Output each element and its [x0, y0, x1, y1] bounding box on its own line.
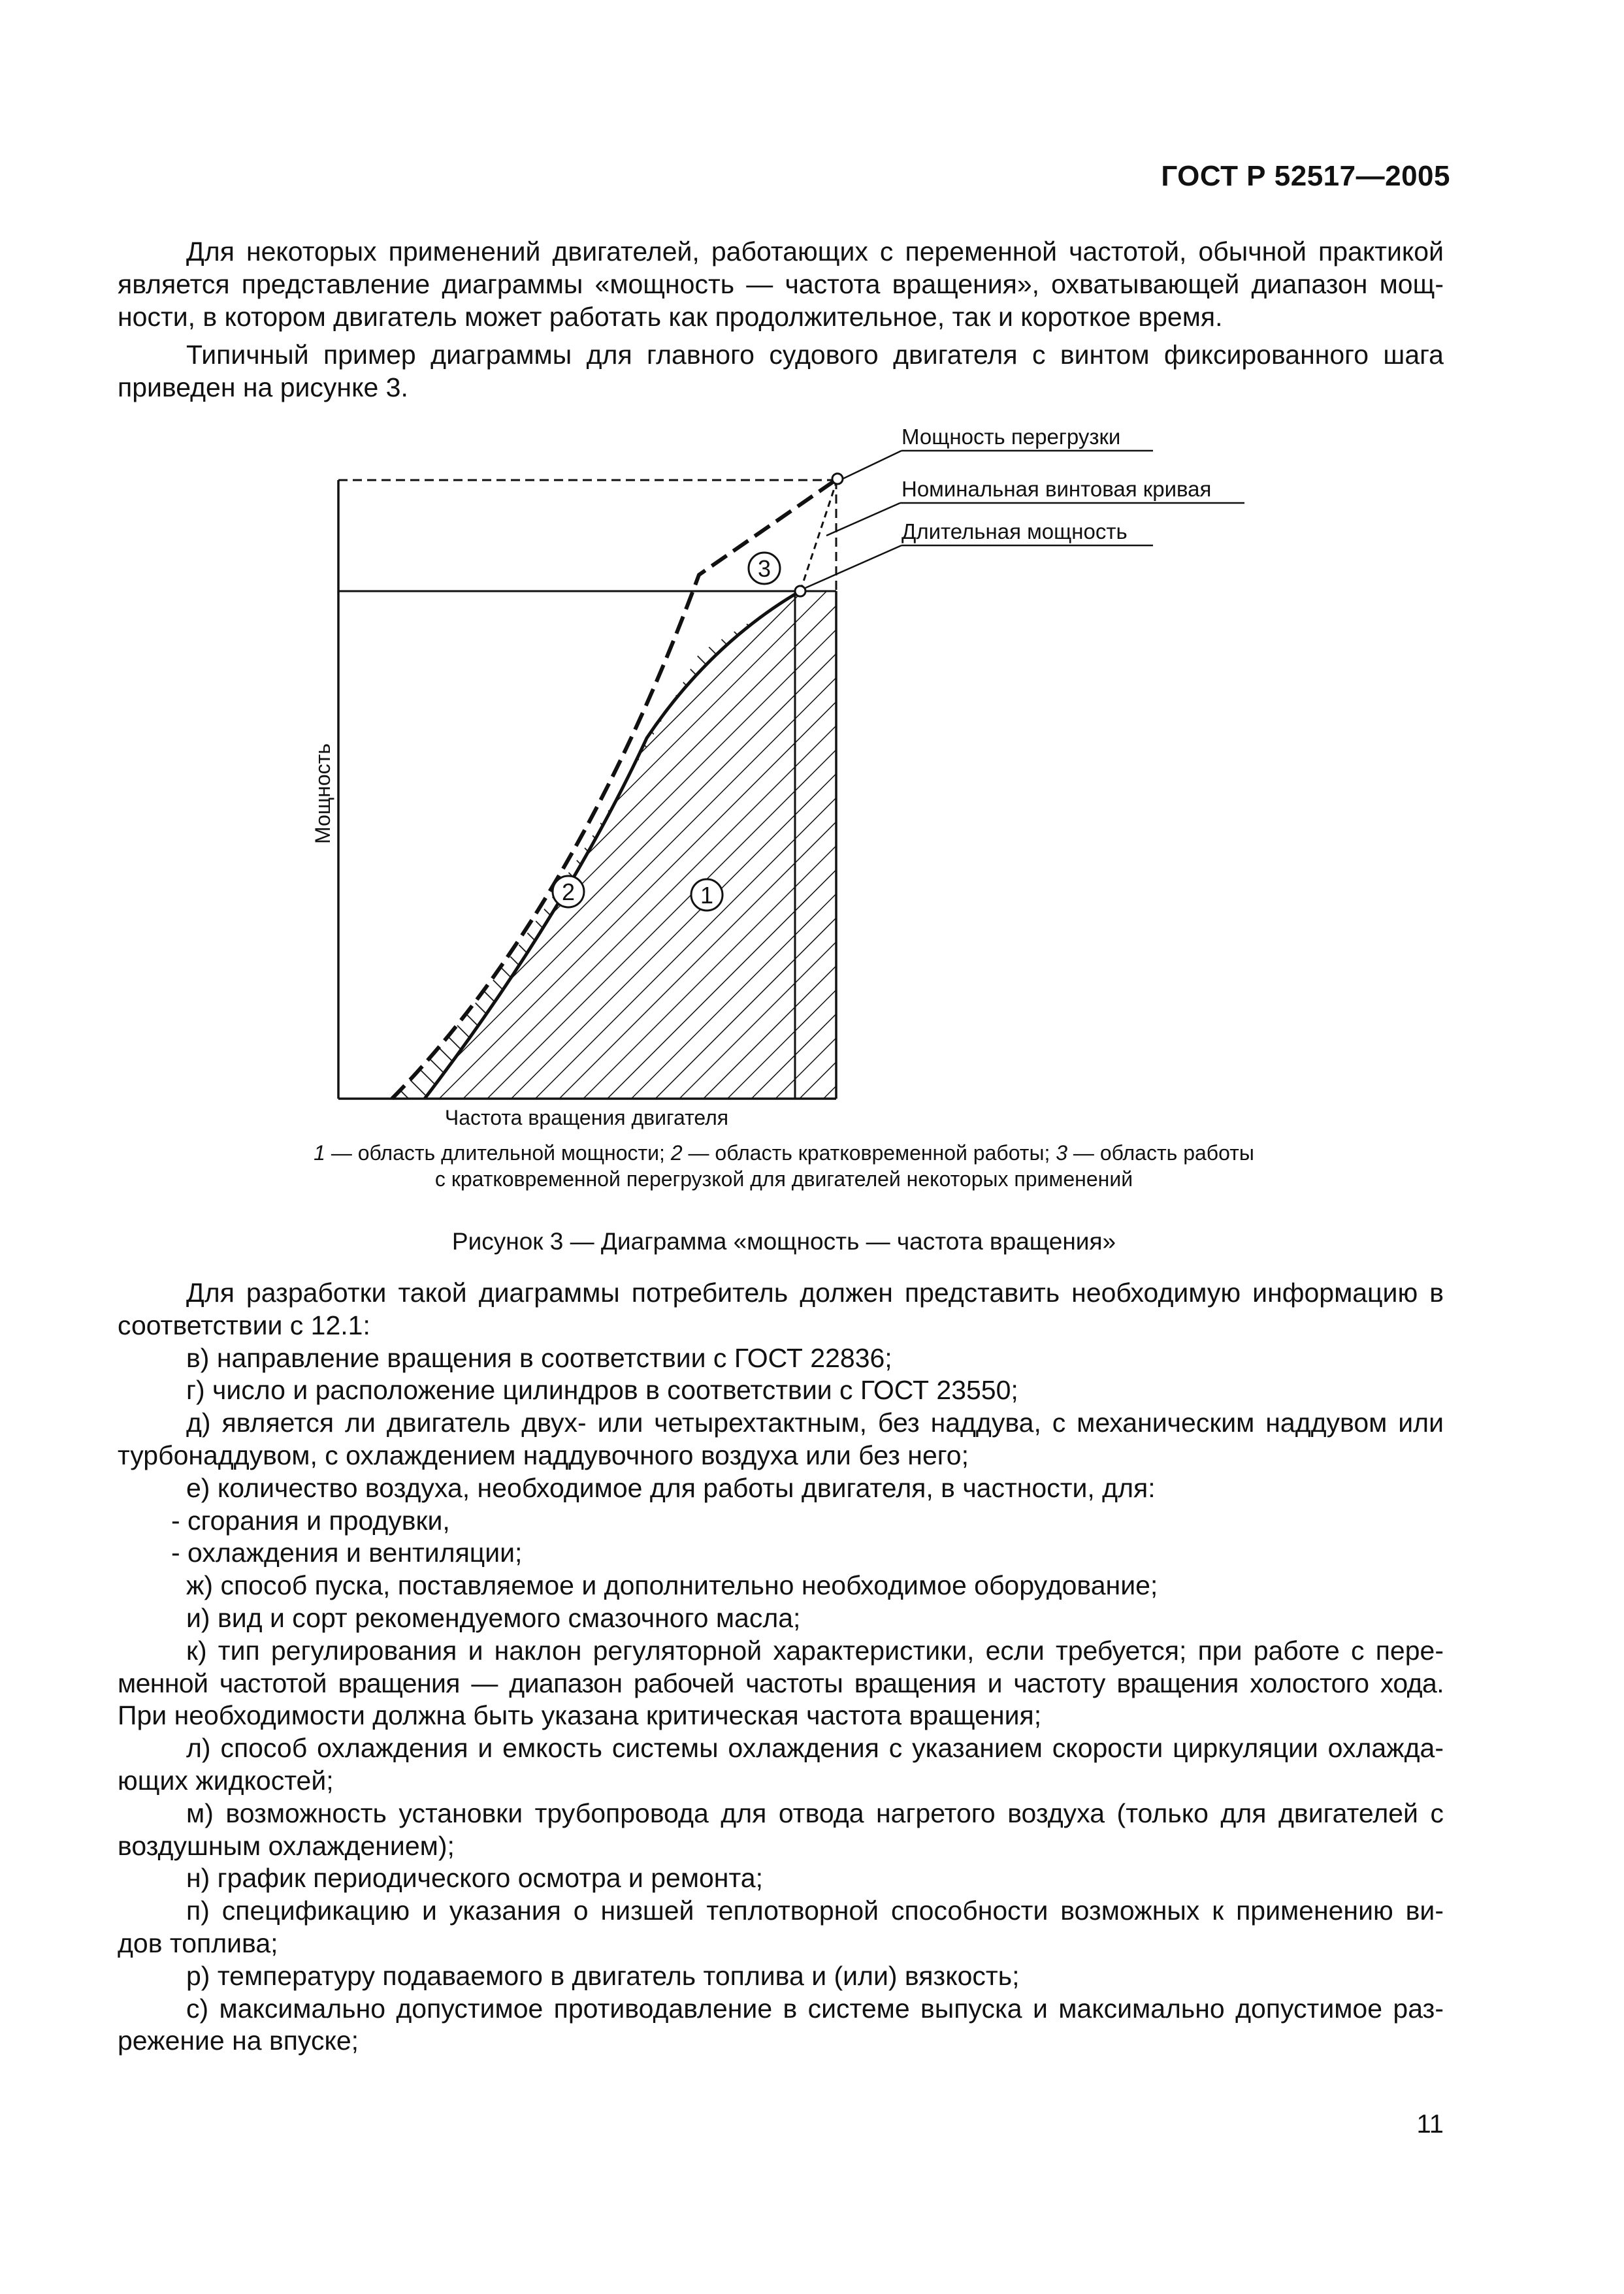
y-axis-label: Мощность — [311, 743, 334, 844]
text-line — [118, 338, 1444, 371]
list-item-i: и) вид и сорт рекомендуемого смазочного масла; — [186, 1602, 801, 1633]
legend-text-1: — область длительной мощности; — [325, 1141, 671, 1165]
legend-line-2: с кратковременной перегрузкой для двигателей некоторых применений — [434, 1167, 1133, 1191]
figure-title: Рисунок 3 — Диаграмма «мощность — частота вращения» — [451, 1228, 1116, 1255]
leader-propeller — [826, 503, 900, 536]
region-1-label: 1 — [700, 882, 714, 909]
power-speed-diagram — [287, 418, 1293, 1143]
page-number: 11 — [1416, 2110, 1444, 2139]
document-header: ГОСТ Р 52517—2005 — [1161, 160, 1450, 192]
x-axis-label: Частота вращения двигателя — [444, 1106, 729, 1129]
legend-num-3: 3 — [1056, 1141, 1068, 1165]
legend-text-3: — область работы — [1067, 1141, 1254, 1165]
list-item-k-cont: менной частотой вращения — диапазон рабочей частоты вращения и частоту вращения холостого хода. — [118, 1668, 1444, 1698]
label-overload-power: Мощность перегрузки — [901, 425, 1121, 449]
list-subitem: - сгорания и продувки, — [171, 1505, 450, 1536]
legend-num-1: 1 — [314, 1141, 325, 1165]
list-item-d: д) является ли двигатель двух- или четырехтактным, без наддува, с механическим наддувом или — [186, 1408, 1444, 1438]
list-item-p-cont: дов топлива; — [118, 1928, 278, 1958]
list-item-m-cont: воздушным охлаждением); — [118, 1830, 455, 1861]
text-line: ности, в котором двигатель может работать как продолжительное, так и короткое время. — [118, 302, 1223, 332]
text-line — [118, 235, 1444, 268]
list-item-n: н) график периодического осмотра и ремонта; — [186, 1863, 763, 1894]
leader-overload — [843, 451, 901, 479]
label-nominal-propeller-curve: Номинальная винтовая кривая — [901, 477, 1212, 501]
region-3-label: 3 — [757, 555, 771, 582]
text-line-content: Типичный пример диаграммы для главного судового двигателя с винтом фиксированного шага — [186, 340, 1444, 370]
list-item-e: е) количество воздуха, необходимое для работы двигателя, в частности, для: — [186, 1472, 1156, 1503]
legend-text-2: — область кратковременной работы; — [682, 1141, 1056, 1165]
list-item-r: р) температуру подаваемого в двигатель топлива и (или) вязкость; — [186, 1960, 1020, 1991]
list-item-p: п) спецификацию и указания о низшей теплотворной способности возможных к применению ви- — [186, 1896, 1444, 1926]
list-item-l-cont: ющих жидкостей; — [118, 1765, 334, 1796]
list-item-s-cont: режение на впуске; — [118, 2026, 359, 2056]
list-item-v: в) направление вращения в соответствии с ГОСТ 22836; — [186, 1342, 892, 1373]
legend-line-1 — [248, 1140, 1320, 1166]
requirements-intro-cont: соответствии с 12.1: — [118, 1310, 370, 1340]
intro-paragraph-2 — [118, 338, 1444, 404]
list-item-g: г) число и расположение цилиндров в соответствии с ГОСТ 23550; — [186, 1375, 1018, 1406]
figure-legend — [248, 1140, 1320, 1192]
requirements-list — [118, 1277, 1444, 2058]
list-item-m: м) возможность установки трубопровода для отвода нагретого воздуха (только для двигателей с — [186, 1798, 1444, 1828]
region-1-continuous-area — [425, 591, 836, 1099]
list-item-d-cont: турбонаддувом, с охлаждением наддувочного воздуха или без него; — [118, 1440, 969, 1470]
text-line: приведен на рисунке 3. — [118, 372, 408, 402]
list-item-s: с) максимально допустимое противодавление в системе выпуска и максимально допустимое раз- — [186, 1993, 1444, 2024]
list-item-k: к) тип регулирования и наклон регуляторной характеристики, если требуется; при работе с пере- — [186, 1635, 1444, 1666]
label-continuous-power: Длительная мощность — [901, 519, 1128, 543]
continuous-point-marker — [795, 586, 805, 596]
text-line-content: Для некоторых применений двигателей, работающих с переменной частотой, обычной практикой — [186, 236, 1444, 267]
requirements-intro: Для разработки такой диаграммы потребитель должен представить необходимую информацию в — [186, 1278, 1444, 1308]
list-item-k-cont: При необходимости должна быть указана критическая частота вращения; — [118, 1700, 1042, 1731]
intro-paragraph-1 — [118, 235, 1444, 333]
legend-num-2: 2 — [670, 1141, 683, 1165]
overload-point-marker — [832, 474, 843, 484]
leader-continuous — [805, 545, 901, 588]
list-item-l: л) способ охлаждения и емкость системы охлаждения с указанием скорости циркуляции охлажда- — [186, 1733, 1444, 1764]
list-subitem: - охлаждения и вентиляции; — [171, 1538, 523, 1568]
region-2-label: 2 — [561, 879, 576, 905]
propeller-curve-extension — [800, 479, 837, 591]
list-item-zh: ж) способ пуска, поставляемое и дополнительно необходимое оборудование; — [186, 1570, 1158, 1601]
text-line: является представление диаграммы «мощность — частота вращения», охватывающей диапазон мощ- — [118, 269, 1444, 299]
